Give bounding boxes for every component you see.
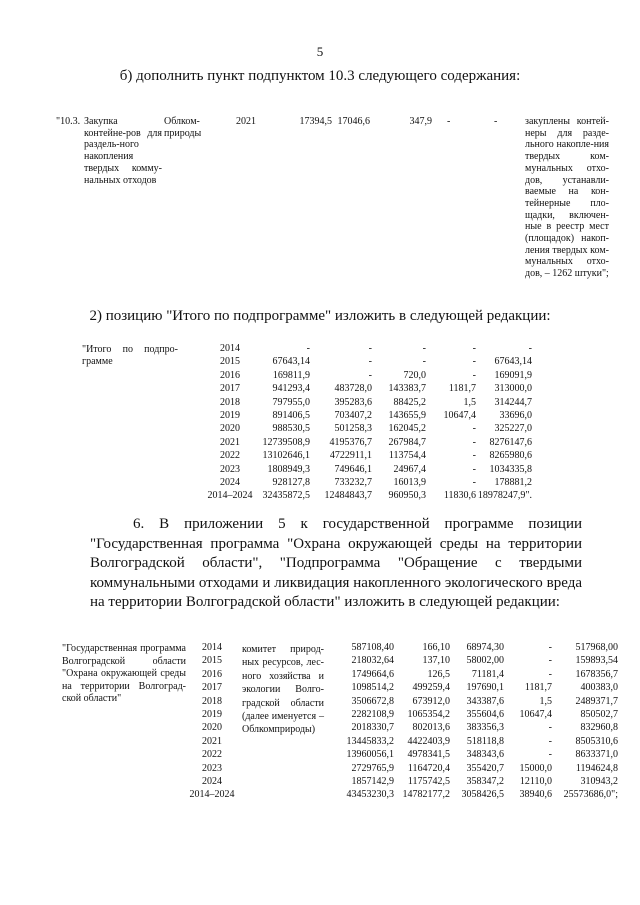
cell-federal: 4722911,1 bbox=[329, 450, 372, 462]
cell-regional: 355604,6 bbox=[466, 709, 504, 721]
cell-total: 169811,9 bbox=[272, 369, 310, 381]
heading-2: 2) позицию "Итого по подпрограмме" изложить в следующей редакции: bbox=[89, 308, 551, 324]
table-row bbox=[186, 748, 618, 761]
cell-year: 2019 bbox=[202, 709, 222, 721]
table-row bbox=[200, 382, 532, 395]
cell-other: 169091,9 bbox=[494, 369, 532, 381]
cell-regional: 68974,30 bbox=[466, 642, 504, 653]
row-total: 17394,5 bbox=[299, 116, 332, 127]
cell-local: - bbox=[472, 369, 476, 381]
cell-year: 2019 bbox=[220, 410, 240, 422]
cell-local: 1181,7 bbox=[524, 682, 552, 694]
table-row bbox=[200, 463, 532, 476]
cell-year: 2014–2024 bbox=[189, 789, 235, 801]
cell-year: 2020 bbox=[202, 722, 222, 734]
cell-federal: 499259,4 bbox=[412, 682, 450, 694]
cell-total: 13445833,2 bbox=[346, 735, 394, 747]
paragraph-6-text: 6. В приложении 5 к государственной программе позиции "Государственная программа "Охрана окружающей среды на территории Волгоградской области", "Подпрограмма "Обращение с твердыми коммунальными отходами и ликвидация накопленного экологического вреда на территории Волгоградской области" изложить в следующей редакции: bbox=[90, 516, 582, 611]
heading-b: б) дополнить пункт подпунктом 10.3 следующего содержания: bbox=[119, 68, 521, 84]
cell-other: 1034335,8 bbox=[489, 463, 532, 475]
cell-other: 178881,2 bbox=[494, 477, 532, 489]
cell-total: 1098514,2 bbox=[351, 682, 394, 694]
cell-regional: 348343,6 bbox=[466, 749, 504, 761]
cell-year: 2023 bbox=[220, 463, 240, 475]
cell-local: - bbox=[472, 343, 476, 354]
cell-federal: 733232,7 bbox=[334, 477, 372, 489]
row-number: "10.3. bbox=[56, 116, 81, 127]
cell-total: 1857142,9 bbox=[351, 776, 394, 788]
cell-federal: 501258,3 bbox=[334, 423, 372, 435]
cell-other: 1678356,7 bbox=[575, 668, 618, 680]
cell-regional: 3058426,5 bbox=[461, 789, 504, 801]
cell-regional: 518118,8 bbox=[466, 735, 504, 747]
cell-local: - bbox=[472, 423, 476, 435]
cell-local: - bbox=[548, 655, 552, 667]
cell-regional: 143383,7 bbox=[388, 383, 426, 395]
cell-local: 10647,4 bbox=[519, 709, 552, 721]
cell-total: - bbox=[306, 343, 310, 354]
cell-federal: 802013,6 bbox=[412, 722, 450, 734]
cell-year: 2018 bbox=[220, 396, 240, 408]
cell-total: 797955,0 bbox=[272, 396, 310, 408]
cell-local: 1,5 bbox=[539, 695, 552, 707]
row-executor: Облком-природы bbox=[164, 116, 202, 139]
cell-regional: 24967,4 bbox=[393, 463, 426, 475]
cell-federal: 483728,0 bbox=[334, 383, 372, 395]
cell-federal: 4422403,9 bbox=[407, 735, 450, 747]
cell-total: 67643,14 bbox=[272, 356, 310, 368]
cell-other: 313000,0 bbox=[494, 383, 532, 395]
agency-spacer bbox=[238, 775, 338, 788]
cell-local: - bbox=[472, 450, 476, 462]
cell-regional: 358347,2 bbox=[466, 776, 504, 788]
cell-other: - bbox=[528, 343, 532, 354]
cell-regional: 162045,2 bbox=[388, 423, 426, 435]
cell-regional: 355420,7 bbox=[466, 762, 504, 774]
cell-year: 2022 bbox=[202, 749, 222, 761]
table-row bbox=[200, 476, 532, 489]
cell-local: 12110,0 bbox=[519, 776, 552, 788]
cell-local: - bbox=[548, 735, 552, 747]
cell-regional: 88425,2 bbox=[393, 396, 426, 408]
cell-federal: 1175742,5 bbox=[407, 776, 450, 788]
cell-year: 2023 bbox=[202, 762, 222, 774]
cell-total: 941293,4 bbox=[272, 383, 310, 395]
cell-other: 1194624,8 bbox=[575, 762, 618, 774]
cell-total: 12739508,9 bbox=[262, 436, 310, 448]
cell-total: 1749664,6 bbox=[351, 668, 394, 680]
cell-other: 400383,0 bbox=[580, 682, 618, 694]
cell-other: 517968,00 bbox=[575, 642, 618, 653]
cell-year: 2021 bbox=[220, 436, 240, 448]
cell-federal: 673912,0 bbox=[412, 695, 450, 707]
cell-total: 2282108,9 bbox=[351, 709, 394, 721]
cell-year: 2014 bbox=[220, 343, 240, 354]
cell-year: 2018 bbox=[202, 695, 222, 707]
cell-other: 850502,7 bbox=[580, 709, 618, 721]
cell-regional: 197690,1 bbox=[466, 682, 504, 694]
cell-total: 891406,5 bbox=[272, 410, 310, 422]
cell-other: 33696,0 bbox=[499, 410, 532, 422]
cell-local: - bbox=[548, 642, 552, 653]
cell-other: 67643,14 bbox=[494, 356, 532, 368]
table-row bbox=[186, 775, 618, 788]
cell-federal: - bbox=[368, 369, 372, 381]
cell-other: 832960,8 bbox=[580, 722, 618, 734]
cell-year: 2014–2024 bbox=[207, 490, 253, 502]
row-regional: 347,9 bbox=[409, 116, 432, 127]
cell-regional: - bbox=[422, 356, 426, 368]
cell-other: 310943,2 bbox=[580, 776, 618, 788]
cell-other: 2489371,7 bbox=[575, 695, 618, 707]
paragraph-6 bbox=[90, 515, 582, 613]
cell-federal: 1164720,4 bbox=[407, 762, 450, 774]
table-row bbox=[200, 436, 532, 449]
itogo-label: "Итого по подпро-грамме bbox=[82, 344, 178, 367]
cell-total: 32435872,5 bbox=[262, 490, 310, 502]
cell-total: 13102646,1 bbox=[262, 450, 310, 462]
cell-total: 587108,40 bbox=[351, 642, 394, 653]
cell-federal: 126,5 bbox=[427, 668, 450, 680]
table-row bbox=[200, 409, 532, 422]
cell-local: - bbox=[548, 668, 552, 680]
cell-local: - bbox=[472, 356, 476, 368]
cell-other: 25573686,0"; bbox=[563, 789, 618, 801]
cell-regional: 16013,9 bbox=[393, 477, 426, 489]
cell-local: - bbox=[472, 436, 476, 448]
table-row bbox=[200, 489, 532, 502]
gp-agency: комитет природ-ных ресурсов, лес-ного хозяйства и экологии Волго-градской области (далее именуется – Облкомприроды) bbox=[242, 644, 324, 736]
cell-local: - bbox=[548, 749, 552, 761]
cell-federal: 4978341,5 bbox=[407, 749, 450, 761]
agency-spacer bbox=[238, 735, 338, 748]
cell-federal: 12484843,7 bbox=[324, 490, 372, 502]
cell-regional: 113754,4 bbox=[388, 450, 426, 462]
row-year: 2021 bbox=[236, 116, 256, 127]
cell-federal: 166,10 bbox=[422, 642, 450, 653]
cell-federal: - bbox=[368, 356, 372, 368]
cell-total: 2729765,9 bbox=[351, 762, 394, 774]
row-federal: 17046,6 bbox=[337, 116, 370, 127]
cell-federal: 1065354,2 bbox=[407, 709, 450, 721]
table-row bbox=[186, 762, 618, 775]
cell-federal: 4195376,7 bbox=[329, 436, 372, 448]
cell-federal: - bbox=[368, 343, 372, 354]
table-row bbox=[200, 369, 532, 382]
cell-local: - bbox=[472, 463, 476, 475]
cell-other: 8276147,6 bbox=[489, 436, 532, 448]
cell-local: 38940,6 bbox=[519, 789, 552, 801]
table-row bbox=[186, 788, 618, 801]
agency-spacer bbox=[238, 788, 338, 801]
table-row bbox=[186, 735, 618, 748]
cell-federal: 703407,2 bbox=[334, 410, 372, 422]
cell-year: 2014 bbox=[202, 642, 222, 653]
cell-year: 2016 bbox=[220, 369, 240, 381]
cell-local: - bbox=[472, 477, 476, 489]
row-result: закуплены контей-неры для разде-льного накопле-ния твердых ком-мунальных отхо-дов, устанавли-ваемые на кон-тейнерные пло-щадки, включен-ные в реестр мест (площадок) накоп-ления твердых ком-мунальных отхо-дов, – 1262 штуки"; bbox=[525, 116, 609, 280]
cell-local: 1,5 bbox=[463, 396, 476, 408]
cell-other: 159893,54 bbox=[575, 655, 618, 667]
cell-year: 2017 bbox=[220, 383, 240, 395]
cell-year: 2020 bbox=[220, 423, 240, 435]
cell-regional: 267984,7 bbox=[388, 436, 426, 448]
cell-total: 988530,5 bbox=[272, 423, 310, 435]
cell-local: 10647,4 bbox=[443, 410, 476, 422]
cell-federal: 14782177,2 bbox=[402, 789, 450, 801]
cell-other: 8505310,6 bbox=[575, 735, 618, 747]
row-name: Закупка контейне-ров для раздель-ного накопления твердых комму-нальных отходов bbox=[84, 116, 162, 186]
cell-year: 2024 bbox=[202, 776, 222, 788]
cell-other: 8265980,6 bbox=[489, 450, 532, 462]
cell-federal: 749646,1 bbox=[334, 463, 372, 475]
cell-other: 8633371,0 bbox=[575, 749, 618, 761]
row-other: - bbox=[494, 116, 498, 127]
cell-year: 2015 bbox=[202, 655, 222, 667]
cell-local: 11830,6 bbox=[443, 490, 476, 502]
cell-other: 325227,0 bbox=[494, 423, 532, 435]
cell-total: 13960056,1 bbox=[346, 749, 394, 761]
page-number: 5 bbox=[316, 44, 324, 59]
cell-local: 1181,7 bbox=[448, 383, 476, 395]
cell-year: 2015 bbox=[220, 356, 240, 368]
cell-regional: - bbox=[422, 343, 426, 354]
cell-regional: 58002,00 bbox=[466, 655, 504, 667]
cell-year: 2016 bbox=[202, 668, 222, 680]
cell-other: 18978247,9". bbox=[477, 490, 532, 502]
table-row bbox=[200, 396, 532, 409]
cell-total: 928127,8 bbox=[272, 477, 310, 489]
cell-year: 2021 bbox=[202, 735, 222, 747]
cell-local: - bbox=[548, 722, 552, 734]
row-local: - bbox=[447, 116, 451, 127]
itogo-table bbox=[200, 342, 532, 503]
cell-year: 2017 bbox=[202, 682, 222, 694]
table-row bbox=[200, 422, 532, 435]
cell-year: 2022 bbox=[220, 450, 240, 462]
cell-regional: 71181,4 bbox=[471, 668, 504, 680]
cell-federal: 137,10 bbox=[422, 655, 450, 667]
table-row bbox=[200, 449, 532, 462]
cell-local: 15000,0 bbox=[519, 762, 552, 774]
cell-other: 314244,7 bbox=[494, 396, 532, 408]
table-row bbox=[200, 342, 532, 355]
cell-total: 218032,64 bbox=[351, 655, 394, 667]
cell-total: 43453230,3 bbox=[346, 789, 394, 801]
gp-program-name: "Государственная программа Волгоградской области "Охрана окружающей среды на территории Волгоград-ской области" bbox=[62, 643, 186, 705]
cell-regional: 143655,9 bbox=[388, 410, 426, 422]
table-row bbox=[200, 355, 532, 368]
cell-regional: 343387,6 bbox=[466, 695, 504, 707]
cell-regional: 383356,3 bbox=[466, 722, 504, 734]
agency-spacer bbox=[238, 748, 338, 761]
agency-spacer bbox=[238, 762, 338, 775]
cell-federal: 395283,6 bbox=[334, 396, 372, 408]
cell-total: 1808949,3 bbox=[267, 463, 310, 475]
cell-regional: 960950,3 bbox=[388, 490, 426, 502]
cell-total: 2018330,7 bbox=[351, 722, 394, 734]
cell-regional: 720,0 bbox=[403, 369, 426, 381]
cell-total: 3506672,8 bbox=[351, 695, 394, 707]
cell-year: 2024 bbox=[220, 477, 240, 489]
